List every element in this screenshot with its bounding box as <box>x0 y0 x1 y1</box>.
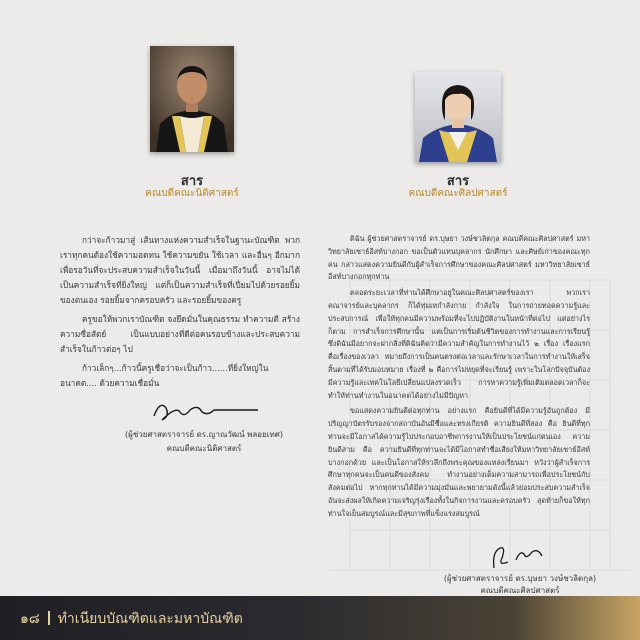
portrait-dean-law <box>150 46 234 152</box>
right-signer-title: คณบดีคณะศิลปศาสตร์ <box>480 586 560 595</box>
signature-dean-liberal-arts <box>486 542 546 572</box>
left-paragraph: กว่าจะก้าวมาสู่ เส้นทางแห่งความสำเร็จในฐานะบัณฑิต พวกเราทุกคนต้องใช้ความอดทน ใช้ความขยัน ใช้เวลา และอื่นๆ อีกมาก เพื่อรอวันที่จะประสบความสำเร็จในวันนี้ เมื่อมาถึงวันนี้ อาจไม่ได้เป็นความสำเร็จที่ยิ่งใหญ่ แต่ก็เป็นความสำเร็จที่เปี่ยมไปด้วยรอยยิ้มของตนเอง รอยยิ้มจากครอบครัว และรอยยิ้มของครู <box>60 235 300 305</box>
left-title: สาร <box>180 173 204 188</box>
left-paragraph: ครูขอให้พวกเราบัณฑิต จงยึดมั่นในคุณธรรม ทำความดี สร้างความซื่อสัตย์ เป็นแบบอย่างที่ดีต่อคนรอบข้างและประสบความสำเร็จในก้าวต่อๆ ไป <box>60 314 300 354</box>
right-paragraph: ตลอดระยะเวลาที่ท่านได้ศึกษาอยู่ในคณะศิลปศาสตร์ของเรา พวกเราคณาจารย์และบุคลากร ก็ได้ทุ่มเทกำลังกาย กำลังใจ ในการถ่ายทอดความรู้และประสบการณ์ เพื่อให้ทุกคนมีความพร้อมที่จะไปปฏิบัติงานในหน้าที่ต่อไป แต่อย่างไรก็ตาม การสำเร็จการศึกษานั้น แค่เป็นการเริ่มต้นชีวิตของการทำงานและการเรียนรู้ ซึ่งดิฉันมีอยากจะฝากสิ่งที่ดิฉันคิดว่ามีความสำคัญในการทำงานไว้ ๒ เรื่อง เรื่องแรกคือเรื่องของเวลา หมายถึงการเป็นคนตรงต่อเวลาและรักษาเวลาในการทำงานให้เสร็จสิ้นตามที่ได้รับมอบหมาย เรื่องที่ ๒ คือการไม่หยุดที่จะเรียนรู้ เพราะในโลกปัจจุบันต้องมีความรู้และเทคโนโลยีเปลี่ยนแปลงรวดเร็ว การหาความรู้เพิ่มเติมตลอดเวลาก็จะทำให้ท่านทำงานในอนาคตได้อย่างไม่มีปัญหา <box>328 288 590 400</box>
right-paragraph: ดิฉัน ผู้ช่วยศาสตราจารย์ ดร.บุษยา วงษ์ชวลิตกุล คณบดีคณะศิลปศาสตร์ มหาวิทยาลัยเซาธ์อีสท์บางกอก ขอเป็นตัวแทนบุคลากร นักศึกษา และศิษย์เก่าของคณะทุกคน กล่าวแสดงความยินดีกับผู้สำเร็จการศึกษาของคณะศิลปศาสตร์ มหาวิทยาลัยเซาธ์อีสท์บางกอกทุกท่าน <box>328 234 590 282</box>
footer <box>20 608 243 630</box>
left-signer-name: (ผู้ช่วยศาสตราจารย์ ดร.ญาณวัฒน์ พลอยเทศ) <box>125 430 283 439</box>
right-subtitle: คณบดีคณะศิลปศาสตร์ <box>408 188 508 199</box>
left-message <box>60 233 300 395</box>
right-paragraph: ขอแสดงความยินดีต่อทุกท่าน อย่างแรก คือยินดีที่ได้มีความรู้อันถูกต้อง มีปริญญาบัตรรับรองจากสถาบันอันมีชื่อและทรงเกียรติ ความยินดีที่สอง คือ ยินดีที่ทุกท่านจะมีโอกาสได้ความรู้ไปประกอบอาชีพการงานให้เป็นประโยชน์แก่ตนเอง ความยินดีสาม คือ ความยินดีที่ทุกท่านจะได้มีโอกาสทำชื่อเสียงให้มหาวิทยาลัยเซาธ์อีสท์บางกอกด้วย และเป็นโอกาสให้รวลึกถึงพระคุณของแหล่งเรียนมา หวังว่าผู้สำเร็จการศึกษาทุกคนจะเป็นคนดีของสังคม ทำงานอย่างเต็มความสามารถเพื่อประโยชน์กับสังคมต่อไป หากทุกท่านได้มีความมุ่งมั่นและพยายามดังนี้แล้วย่อมประสบความสำเร็จอันจะส่งผลให้เกิดความเจริญรุ่งเรืองทั้งในกิจการงานและครอบครัว สุดท้ายก็ขอให้ทุกท่านใจเย็นสมบูรณ์และมีสุขภาพที่แข็งแรงสมบูรณ์ <box>328 406 590 518</box>
page-number: ๑๘ <box>20 610 40 626</box>
left-paragraph: ก้าวเล็กๆ...ก้าวนี้ครูเชื่อว่าจะเป็นก้าว......ที่ยิ่งใหญ่ในอนาคต.... ด้วยความเชื่อมั่น <box>60 363 269 388</box>
portrait-dean-liberal-arts <box>415 72 501 162</box>
right-title: สาร <box>446 173 470 188</box>
footer-divider <box>48 611 50 625</box>
footer-caption: ทำเนียบบัณฑิตและมหาบัณฑิต <box>57 610 243 626</box>
right-signer-name: (ผู้ช่วยศาสตราจารย์ ดร.บุษยา วงษ์ชวลิตกุล) <box>443 574 597 583</box>
right-message <box>328 233 590 524</box>
signature-dean-law <box>150 398 260 426</box>
left-signer-title: คณบดีคณะนิติศาสตร์ <box>166 444 242 453</box>
left-subtitle: คณบดีคณะนิติศาสตร์ <box>145 188 239 199</box>
